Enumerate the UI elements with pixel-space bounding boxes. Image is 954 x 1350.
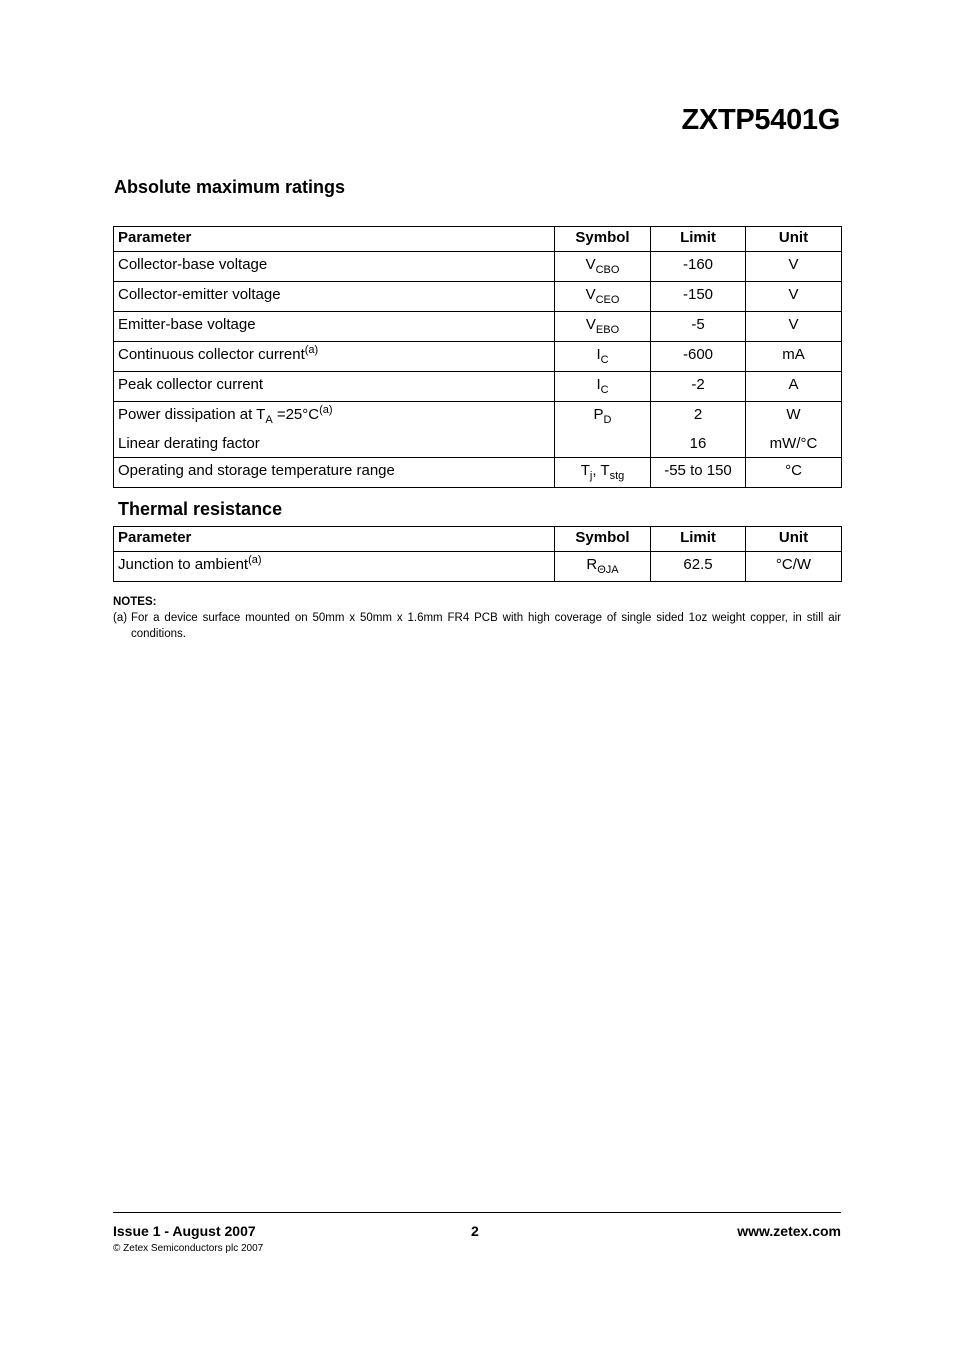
table-row	[114, 372, 842, 402]
header-unit: Unit	[746, 527, 842, 552]
symbol-subscript: C	[600, 354, 609, 366]
note-mark: (a)	[113, 612, 128, 624]
thermal-resistance-table	[113, 526, 842, 582]
limit-cell: -160	[651, 252, 746, 282]
note-text: For a device surface mounted on 50mm x 50mm x 1.6mm FR4 PCB with high coverage of single sided 1oz weight copper, in still air conditions.	[131, 612, 841, 640]
param-cell	[114, 372, 555, 402]
table-row	[114, 552, 842, 582]
symbol-subscript: j	[589, 470, 593, 482]
limit-cell: -55 to 150	[651, 458, 746, 488]
table-row	[114, 252, 842, 282]
param-cell	[114, 402, 555, 458]
symbol-text: , T	[592, 462, 610, 479]
thermal-resistance-title: Thermal resistance	[118, 499, 283, 519]
symbol-cell	[555, 312, 651, 342]
table-header-row	[114, 227, 842, 252]
header-parameter: Parameter	[114, 227, 555, 252]
symbol-subscript: EBO	[595, 324, 620, 336]
param-cell	[114, 282, 555, 312]
header-unit: Unit	[746, 227, 842, 252]
param-cell	[114, 552, 555, 582]
symbol-cell	[555, 252, 651, 282]
param-cell	[114, 312, 555, 342]
table-row	[114, 458, 842, 488]
header-symbol: Symbol	[555, 227, 651, 252]
part-number: ZXTP5401G	[681, 104, 840, 136]
symbol-subscript: stg	[609, 470, 625, 482]
note-reference: (a)	[304, 344, 319, 356]
limit-cell: -150	[651, 282, 746, 312]
unit-cell: V	[746, 282, 842, 312]
note-reference: (a)	[248, 554, 262, 566]
symbol-subscript: CBO	[595, 264, 620, 276]
unit-cell: mA	[746, 342, 842, 372]
param-text: Junction to ambient	[118, 556, 249, 573]
symbol-text: V	[585, 316, 596, 333]
symbol-cell	[555, 372, 651, 402]
param-text: Power dissipation at T	[118, 406, 266, 423]
notes-section	[113, 594, 841, 642]
unit-cell: °C	[746, 458, 842, 488]
footer-copyright: © Zetex Semiconductors plc 2007	[113, 1243, 264, 1254]
symbol-cell	[555, 458, 651, 488]
symbol-cell	[555, 402, 651, 458]
param-cell	[114, 342, 555, 372]
table-header-row	[114, 527, 842, 552]
header-limit: Limit	[651, 527, 746, 552]
footer-website-link[interactable]: www.zetex.com	[737, 1223, 841, 1239]
absolute-max-table	[113, 226, 842, 488]
derating-label: Linear derating factor	[118, 435, 260, 452]
limit-cell: 62.5	[651, 552, 746, 582]
symbol-text: I	[596, 346, 601, 363]
note-reference: (a)	[319, 404, 333, 416]
absolute-max-title: Absolute maximum ratings	[114, 177, 346, 197]
param-text: Collector-base voltage	[118, 256, 268, 273]
header-parameter: Parameter	[114, 527, 555, 552]
param-cell: Operating and storage temperature range	[114, 458, 555, 488]
unit-cell: V	[746, 252, 842, 282]
param-text: Collector-emitter voltage	[118, 286, 281, 303]
param-subscript: A	[265, 414, 273, 426]
unit-power: W	[786, 406, 801, 423]
symbol-text: V	[585, 256, 596, 273]
limit-cell: -2	[651, 372, 746, 402]
symbol-text: R	[586, 556, 598, 573]
symbol-text: V	[585, 286, 596, 303]
unit-cell: V	[746, 312, 842, 342]
page-number: 2	[471, 1223, 479, 1239]
symbol-text: I	[596, 376, 601, 393]
symbol-subscript: C	[600, 384, 609, 396]
symbol-text: P	[593, 406, 604, 423]
limit-cell	[651, 402, 746, 458]
table-row	[114, 342, 842, 372]
table-row	[114, 282, 842, 312]
header-symbol: Symbol	[555, 527, 651, 552]
param-text: Emitter-base voltage	[118, 316, 256, 333]
limit-cell: -5	[651, 312, 746, 342]
limit-derating: 16	[689, 435, 707, 452]
power-dissipation-label	[118, 404, 333, 426]
footer-issue: Issue 1 - August 2007	[113, 1223, 256, 1239]
unit-cell: A	[746, 372, 842, 402]
footer-divider	[113, 1212, 841, 1213]
param-cell	[114, 252, 555, 282]
limit-cell: -600	[651, 342, 746, 372]
param-text: Continuous collector current	[118, 346, 305, 363]
symbol-cell	[555, 282, 651, 312]
param-text: Peak collector current	[118, 376, 264, 393]
symbol-text: T	[580, 462, 590, 479]
symbol-cell	[555, 552, 651, 582]
limit-power: 2	[693, 406, 703, 423]
param-text-tail: =25°C	[272, 406, 320, 423]
unit-derating: mW/°C	[769, 435, 818, 452]
symbol-cell	[555, 342, 651, 372]
note-item	[113, 610, 841, 642]
table-row-power	[114, 402, 842, 458]
unit-cell: °C/W	[746, 552, 842, 582]
symbol-subscript: D	[603, 414, 612, 426]
unit-cell	[746, 402, 842, 458]
symbol-subscript: CEO	[595, 294, 620, 306]
table-row	[114, 312, 842, 342]
header-limit: Limit	[651, 227, 746, 252]
symbol-subscript: ΘJA	[597, 564, 619, 576]
notes-heading: NOTES:	[113, 596, 157, 608]
